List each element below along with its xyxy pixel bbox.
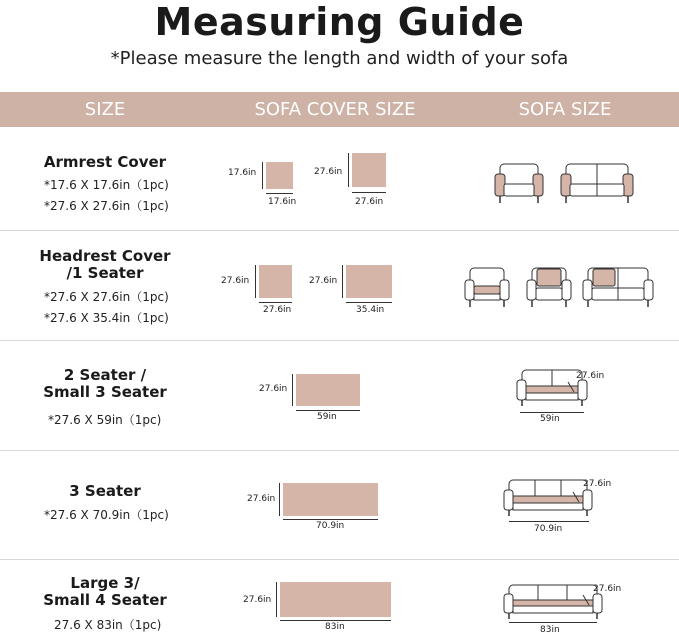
row-divider: [0, 230, 679, 231]
row-name: Armrest Cover: [43, 153, 167, 171]
row-name-line2: /1 Seater: [66, 264, 144, 282]
loveseat-icon: [560, 162, 634, 206]
sofa-depth-label: 27.6in: [583, 479, 612, 489]
row-spec: 27.6 X 83in（1pc): [54, 618, 162, 632]
cover-height-label: 27.6in: [314, 167, 343, 177]
dimension-line: [259, 302, 292, 303]
cover-width-label: 27.6in: [263, 305, 292, 315]
cover-swatch: [346, 265, 392, 298]
row-spec: *17.6 X 17.6in（1pc): [44, 178, 169, 192]
dimension-line: [520, 412, 584, 413]
cover-width-label: 35.4in: [356, 305, 385, 315]
row-name-line1: Large 3/: [70, 574, 140, 592]
row-name: 3 Seater: [69, 482, 141, 500]
row-divider: [0, 340, 679, 341]
sofa-icon: [503, 478, 593, 520]
dimension-line: [296, 410, 360, 411]
sofa-width-label: 70.9in: [534, 524, 563, 534]
armchair-icon: [464, 266, 510, 310]
cover-height-label: 27.6in: [221, 276, 250, 286]
header-sofa-size: SOFA SIZE: [518, 99, 612, 120]
row-spec: *27.6 X 27.6in（1pc): [44, 199, 169, 213]
cover-width-label: 83in: [325, 622, 345, 632]
cover-swatch: [352, 153, 386, 187]
header-size: SIZE: [84, 99, 126, 120]
row-spec: *27.6 X 59in（1pc): [48, 413, 162, 427]
cover-swatch: [259, 265, 292, 298]
row-spec: *27.6 X 70.9in（1pc): [44, 508, 169, 522]
cover-swatch: [283, 483, 378, 516]
header-cover-size: SOFA COVER SIZE: [254, 99, 416, 120]
cover-swatch: [296, 374, 360, 406]
dimension-line: [292, 374, 293, 406]
page-subtitle: *Please measure the length and width of your sofa: [110, 48, 569, 69]
row-divider: [0, 450, 679, 451]
row-name-line2: Small 3 Seater: [43, 383, 167, 401]
cover-width-label: 70.9in: [316, 521, 345, 531]
cover-height-label: 27.6in: [259, 384, 288, 394]
dimension-line: [280, 620, 391, 621]
sofa-depth-label: 27.6in: [576, 371, 605, 381]
dimension-line: [283, 519, 378, 520]
dimension-line: [262, 162, 263, 189]
cover-height-label: 27.6in: [243, 595, 272, 605]
row-spec: *27.6 X 35.4in（1pc): [44, 311, 169, 325]
dimension-line: [276, 582, 277, 617]
dimension-line: [509, 622, 597, 623]
row-spec: *27.6 X 27.6in（1pc): [44, 290, 169, 304]
dimension-line: [352, 192, 386, 193]
dimension-line: [342, 265, 343, 298]
dimension-line: [255, 265, 256, 298]
cover-height-label: 17.6in: [228, 168, 257, 178]
dimension-line: [346, 302, 392, 303]
cover-swatch: [266, 162, 293, 189]
dimension-line: [509, 521, 589, 522]
dimension-line: [266, 193, 293, 194]
cover-width-label: 27.6in: [355, 197, 384, 207]
row-name-line2: Small 4 Seater: [43, 591, 167, 609]
page-title: Measuring Guide: [154, 0, 525, 44]
cover-width-label: 59in: [317, 412, 337, 422]
sofa-width-label: 59in: [540, 414, 560, 424]
cover-height-label: 27.6in: [309, 276, 338, 286]
sofa-width-label: 83in: [540, 625, 560, 635]
armchair-icon: [526, 266, 572, 310]
row-divider: [0, 559, 679, 560]
table-header: [0, 92, 679, 127]
dimension-line: [279, 483, 280, 516]
cover-height-label: 27.6in: [247, 494, 276, 504]
loveseat-icon: [582, 266, 654, 310]
dimension-line: [348, 153, 349, 187]
row-name-line1: 2 Seater /: [63, 366, 147, 384]
armchair-icon: [494, 162, 544, 206]
sofa-depth-label: 27.6in: [593, 584, 622, 594]
cover-width-label: 17.6in: [268, 197, 297, 207]
cover-swatch: [280, 582, 391, 617]
sofa-icon: [503, 583, 603, 623]
row-name-line1: Headrest Cover: [39, 247, 171, 265]
